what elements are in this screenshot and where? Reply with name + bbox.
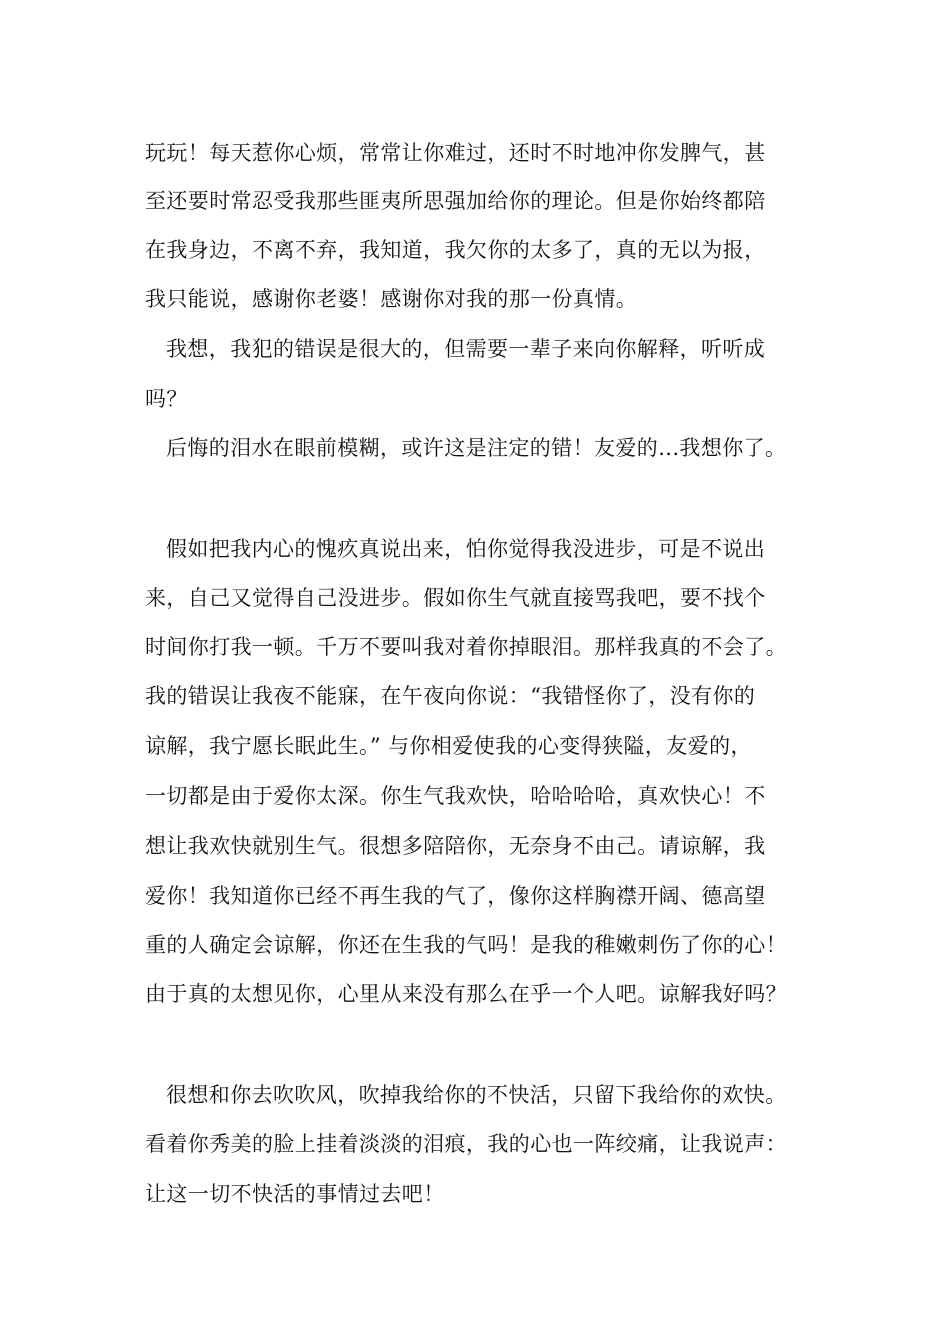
text-line: 由于真的太想见你，心里从来没有那么在乎一个人吧。谅解我好吗？	[145, 982, 787, 1006]
text-line: 吗？	[145, 387, 188, 411]
text-line: 谅解，我宁愿长眠此生。” 与你相爱使我的心变得狭隘，友爱的，	[145, 734, 752, 758]
text-line: 让这一切不快活的事情过去吧！	[145, 1182, 445, 1206]
text-line: 我只能说，感谢你老婆！感谢你对我的那一份真情。	[145, 287, 638, 311]
text-line: 重的人确定会谅解，你还在生我的气吗！是我的稚嫩刺伤了你的心！	[145, 933, 787, 957]
text-line: 爱你！我知道你已经不再生我的气了，像你这样胸襟开阔、德高望	[145, 884, 766, 908]
text-line: 时间你打我一顿。千万不要叫我对着你掉眼泪。那样我真的不会了。	[145, 635, 787, 659]
text-line: 一切都是由于爱你太深。你生气我欢快，哈哈哈哈，真欢快心！不	[145, 784, 766, 808]
text-line: 至还要时常忍受我那些匪夷所思强加给你的理论。但是你始终都陪	[145, 189, 766, 213]
text-line: 我的错误让我夜不能寐，在午夜向你说：“我错怪你了，没有你的	[145, 684, 756, 708]
text-line: 玩玩！每天惹你心烦，常常让你难过，还时不时地冲你发脾气，甚	[145, 141, 766, 165]
text-line: 来，自己又觉得自己没进步。假如你生气就直接骂我吧，要不找个	[145, 586, 766, 610]
text-line: 在我身边，不离不弃，我知道，我欠你的太多了，真的无以为报，	[145, 238, 766, 262]
text-line: 假如把我内心的愧疚真说出来，怕你觉得我没进步，可是不说出	[166, 537, 766, 561]
text-line: 很想和你去吹吹风，吹掉我给你的不快活，只留下我给你的欢快。	[166, 1083, 787, 1107]
text-line: 想让我欢快就别生气。很想多陪陪你，无奈身不由己。请谅解，我	[145, 834, 766, 858]
text-line: 我想，我犯的错误是很大的，但需要一辈子来向你解释，听听成	[166, 337, 766, 361]
text-line: 看着你秀美的脸上挂着淡淡的泪痕，我的心也一阵绞痛，让我说声：	[145, 1132, 787, 1156]
text-line: 后悔的泪水在眼前模糊，或许这是注定的错！友爱的...我想你了。	[166, 436, 787, 460]
